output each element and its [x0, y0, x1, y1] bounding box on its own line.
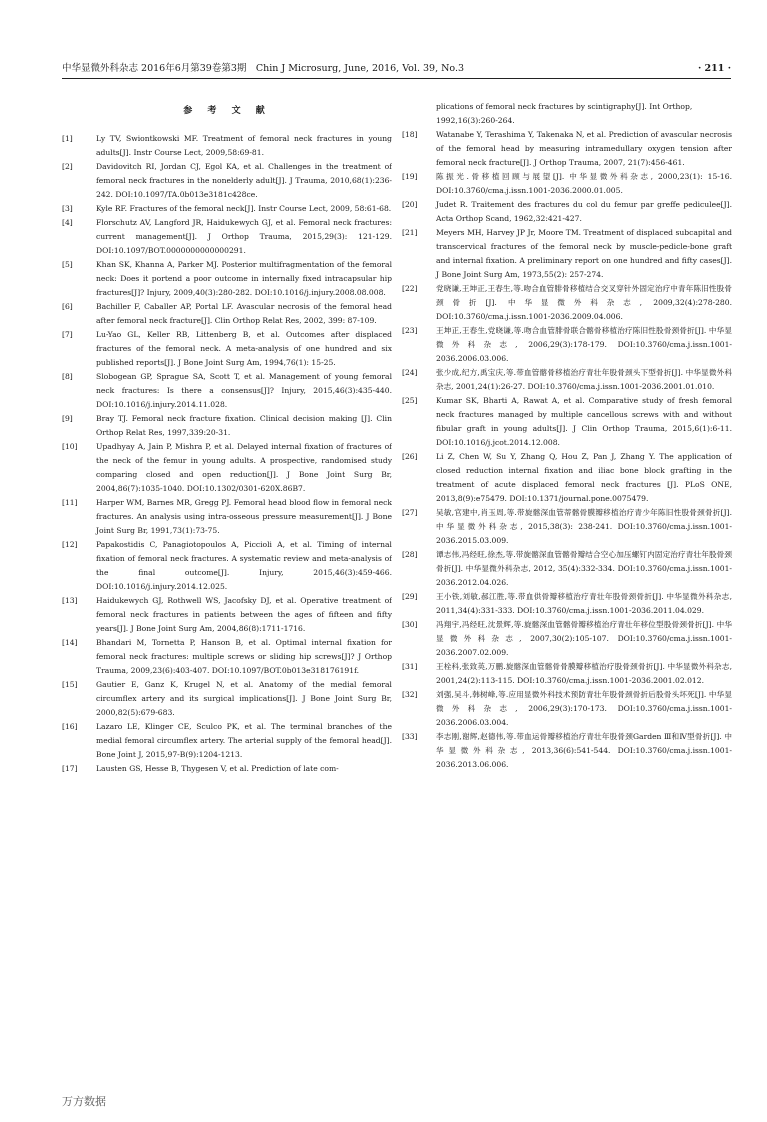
- reference-text: 王小铁,刘敏,郝江胜,等.带血供骨瓣移植治疗青壮年股骨颈骨折[J]. 中华显微外科杂志, 2011,34(4):331-333. DOI:10.3760/cma.j.issn.1001-2036.2011.04.029.: [436, 592, 732, 615]
- wanfang-watermark: 万方数据: [62, 1095, 106, 1108]
- reference-number: [23]: [402, 326, 418, 335]
- reference-item: [62, 412, 392, 440]
- reference-continuation: plications of femoral neck fractures by scintigraphy[J]. Int Orthop, 1992,16(3):260-264.: [436, 102, 693, 125]
- reference-number: [28]: [402, 550, 418, 559]
- reference-number: [24]: [402, 368, 418, 377]
- reference-item: [402, 506, 732, 548]
- reference-text: Slobogean GP, Sprague SA, Scott T, et al. Management of young femoral neck fractures: Is there a consensus[J]? Injury, 2015,46(3):435-440. DOI:10.1016/j.injury.2014.11.028.: [96, 372, 392, 409]
- reference-item: [62, 132, 392, 160]
- reference-list-right: [402, 128, 732, 772]
- reference-text: Kumar SK, Bharti A, Rawat A, et al. Comparative study of fresh femoral neck fractures managed by multiple cancellous screws with and without fibular graft in young adults[J]. J Clin Orthop Trauma, 2015,6(1):6-11. DOI:10.1016/j.jcot.2014.12.008.: [436, 396, 732, 447]
- reference-number: [6]: [62, 302, 73, 311]
- reference-number: [10]: [62, 442, 78, 451]
- reference-number: [21]: [402, 228, 418, 237]
- header-divider: [62, 78, 731, 79]
- references-left-column: [62, 100, 392, 1080]
- reference-item: [62, 258, 392, 300]
- reference-item: [62, 440, 392, 496]
- reference-item: [402, 226, 732, 282]
- reference-item: [62, 636, 392, 678]
- reference-number: [18]: [402, 130, 418, 139]
- reference-item: [62, 202, 392, 216]
- reference-item: [402, 548, 732, 590]
- reference-text: Bachiller F, Caballer AP, Portal LF. Avascular necrosis of the femoral head after femoral neck fracture[J]. Clin Orthop Relat Res, 2002, 399: 87-109.: [96, 302, 392, 325]
- reference-number: [29]: [402, 592, 418, 601]
- reference-item: [402, 450, 732, 506]
- reference-text: Bray TJ. Femoral neck fracture fixation. Clinical decision making [J]. Clin Orthop Relat Res, 1997,339:20-31.: [96, 414, 392, 437]
- reference-text: Florschutz AV, Langford JR, Haidukewych GJ, et al. Femoral neck fractures: current management[J]. J Orthop Trauma, 2015,29(3): 121-129. DOI:10.1097/BOT.0000000000000291.: [96, 218, 392, 255]
- reference-number: [30]: [402, 620, 418, 629]
- reference-text: 陈振光.骨移植回顾与展望[J]. 中华显微外科杂志, 2000,23(1): 15-16. DOI:10.3760/cma.j.issn.1001-2036.2000.01.005.: [436, 172, 732, 195]
- reference-text: 王栓科,张致英,万鹏.旋髂深血管髂骨骨膜瓣移植治疗股骨颈骨折[J]. 中华显微外科杂志, 2001,24(2):113-115. DOI:10.3760/cma.j.issn.1001-2036.2001.02.012.: [436, 662, 732, 685]
- reference-item: [402, 324, 732, 366]
- reference-number: [11]: [62, 498, 78, 507]
- reference-number: [31]: [402, 662, 418, 671]
- reference-text: Lu-Yao GL, Keller RB, Littenberg B, et al. Outcomes after displaced fractures of the femoral neck. A meta-analysis of one hundred and six published reports[J]. J Bone Joint Surg Am, 1994,76(1): 15-25.: [96, 330, 392, 367]
- reference-item: [402, 590, 732, 618]
- reference-item: [62, 538, 392, 594]
- page-number: · 211 ·: [697, 63, 731, 74]
- reference-text: Gautier E, Ganz K, Krugel N, et al. Anatomy of the medial femoral circumflex artery and its surgical implications[J]. J Bone Joint Surg Br, 2000,82(5):679-683.: [96, 680, 392, 717]
- reference-text: Ly TV, Swiontkowski MF. Treatment of femoral neck fractures in young adults[J]. Instr Course Lect, 2009,58:69-81.: [96, 134, 392, 157]
- reference-item: [402, 730, 732, 772]
- references-right-column: [402, 100, 732, 1080]
- reference-item: [62, 370, 392, 412]
- reference-text: Bhandari M, Tornetta P, Hanson B, et al. Optimal internal fixation for femoral neck fractures: multiple screws or sliding hip screws[J]? J Orthop Trauma, 2009,23(6):403-407. DOI:10.1097/BOT.0b013e318176191f.: [96, 638, 392, 675]
- reference-text: Davidovitch RI, Jordan CJ, Egol KA, et al. Challenges in the treatment of femoral neck fractures in the nonelderly adult[J]. J Trauma, 2010,68(1):236-242. DOI:10.1097/TA.0b013e3181c428ce.: [96, 162, 392, 199]
- reference-number: [8]: [62, 372, 73, 381]
- reference-text: Meyers MH, Harvey JP Jr, Moore TM. Treatment of displaced subcapital and transcervical fractures of the femoral neck by muscle-pedicle-bone graft and internal fixation. A preliminary report on one hundred and fifty cases[J]. J Bone Joint Surg Am, 1973,55(2): 257-274.: [436, 228, 732, 279]
- reference-text: 李志刚,谢辉,赵德伟,等.带血运骨瓣移植治疗青壮年股骨颈Garden Ⅲ和Ⅳ型骨折[J]. 中华显微外科杂志, 2013,36(6):541-544. DOI:10.3760/cma.j.issn.1001-2036.2013.06.006.: [436, 732, 732, 769]
- reference-text: Papakostidis C, Panagiotopoulos A, Piccioli A, et al. Timing of internal fixation of femoral neck fractures. A systematic review and meta-analysis of the final outcome[J]. Injury, 2015,46(3):459-466. DOI:10.1016/j.injury.2014.12.025.: [96, 540, 392, 591]
- reference-item: [62, 678, 392, 720]
- reference-text: Li Z, Chen W, Su Y, Zhang Q, Hou Z, Pan J, Zhang Y. The application of closed reduction internal fixation and iliac bone block grafting in the treatment of acute displaced femoral neck fractures [J]. PLoS ONE, 2013,8(9):e75479. DOI:10.1371/journal.pone.0075479.: [436, 452, 732, 503]
- reference-text: Watanabe Y, Terashima Y, Takenaka N, et al. Prediction of avascular necrosis of the femoral head by measuring intramedullary oxygen tension after femoral neck fracture[J]. J Orthop Trauma, 2007, 21(7):456-461.: [436, 130, 732, 167]
- reference-number: [5]: [62, 260, 73, 269]
- references-heading: 参 考 文 献: [183, 106, 271, 116]
- reference-list-left: [62, 132, 392, 776]
- reference-item: [402, 170, 732, 198]
- reference-item: [62, 160, 392, 202]
- reference-number: [15]: [62, 680, 78, 689]
- reference-number: [22]: [402, 284, 418, 293]
- reference-item: [62, 300, 392, 328]
- reference-text: Lausten GS, Hesse B, Thygesen V, et al. Prediction of late com-: [96, 764, 339, 773]
- reference-number: [25]: [402, 396, 418, 405]
- reference-item: [402, 618, 732, 660]
- reference-text: 党晓谦,王坤正,王春生,等.吻合血管腓骨移植结合交叉穿针外固定治疗中青年陈旧性股骨颈骨折[J]. 中华显微外科杂志, 2009,32(4):278-280. DOI:10.3760/cma.j.issn.1001-2036.2009.04.006.: [436, 284, 732, 321]
- reference-item: [402, 660, 732, 688]
- reference-number: [7]: [62, 330, 73, 339]
- reference-text: Upadhyay A, Jain P, Mishra P, et al. Delayed internal fixation of fractures of the neck of the femur in young adults. A prospective, randomised study comparing closed and open reduction[J]. J Bone Joint Surg Br, 2004,86(7):1035-1040. DOI:10.1302/0301-620X.86B7.: [96, 442, 392, 493]
- reference-item: [62, 328, 392, 370]
- reference-text: 张少成,纪方,禹宝庆,等.带血管髂骨移植治疗青壮年股骨颈头下型骨折[J]. 中华显微外科杂志, 2001,24(1):26-27. DOI:10.3760/cma.j.issn.1001-2036.2001.01.010.: [436, 368, 732, 391]
- reference-number: [13]: [62, 596, 78, 605]
- reference-item: [62, 594, 392, 636]
- reference-number: [27]: [402, 508, 418, 517]
- reference-text: 刘强,吴斗,韩树峰,等.应用显微外科技术预防青壮年股骨颈骨折后股骨头坏死[J]. 中华显微外科杂志, 2006,29(3):170-173. DOI:10.3760/cma.j.issn.1001-2036.2006.03.004.: [436, 690, 732, 727]
- reference-item: [402, 366, 732, 394]
- reference-number: [3]: [62, 204, 73, 213]
- reference-item: [402, 128, 732, 170]
- running-header: [62, 62, 731, 76]
- reference-text: Khan SK, Khanna A, Parker MJ. Posterior multifragmentation of the femoral neck: Does it portend a poor outcome in internally fixed intracapsular hip fractures[J]? Injury, 2009,40(3):280-282. DOI:10.1016/j.injury.2008.08.008.: [96, 260, 392, 297]
- reference-number: [12]: [62, 540, 78, 549]
- reference-text: Kyle RF. Fractures of the femoral neck[J]. Instr Course Lect, 2009, 58:61-68.: [96, 204, 392, 213]
- reference-number: [1]: [62, 134, 73, 143]
- reference-number: [17]: [62, 764, 78, 773]
- reference-text: Lazaro LE, Klinger CE, Sculco PK, et al. The terminal branches of the medial femoral circumflex artery. The arterial supply of the femoral head[J]. Bone Joint J, 2015,97-B(9):1204-1213.: [96, 722, 392, 759]
- reference-number: [20]: [402, 200, 418, 209]
- reference-item: [62, 720, 392, 762]
- reference-text: Haidukewych GJ, Rothwell WS, Jacofsky DJ, et al. Operative treatment of femoral neck fractures in patients between the ages of fifteen and fifty years[J]. J Bone Joint Surg Am, 2004,86(8):1711-1716.: [96, 596, 392, 633]
- reference-item: [402, 394, 732, 450]
- reference-item: [402, 688, 732, 730]
- reference-number: [14]: [62, 638, 78, 647]
- reference-number: [4]: [62, 218, 73, 227]
- reference-text: 冯翔宇,冯经旺,沈景辉,等.旋髂深血管髂骨瓣移植治疗青壮年移位型股骨颈骨折[J]. 中华显微外科杂志, 2007,30(2):105-107. DOI:10.3760/cma.j.issn.1001-2036.2007.02.009.: [436, 620, 732, 657]
- reference-text: 吴敏,官建中,肖玉周,等.带旋髂深血管蒂髂骨膜瓣移植治疗青少年陈旧性股骨颈骨折[J]. 中华显微外科杂志, 2015,38(3): 238-241. DOI:10.3760/cma.j.issn.1001-2036.2015.03.009.: [436, 508, 732, 545]
- reference-text: 王坤正,王春生,党晓谦,等.吻合血管腓骨联合髂骨移植治疗陈旧性股骨颈骨折[J]. 中华显微外科杂志, 2006,29(3):178-179. DOI:10.3760/cma.j.issn.1001-2036.2006.03.006.: [436, 326, 732, 363]
- reference-number: [9]: [62, 414, 73, 423]
- reference-number: [32]: [402, 690, 418, 699]
- reference-item: [62, 216, 392, 258]
- reference-text: 谭志伟,冯经旺,徐杰,等.带旋髂深血管髂骨瓣结合空心加压螺钉内固定治疗青壮年股骨颈骨折[J]. 中华显微外科杂志, 2012, 35(4):332-334. DOI:10.3760/cma.j.issn.1001-2036.2012.04.026.: [436, 550, 732, 587]
- reference-number: [2]: [62, 162, 73, 171]
- reference-item: [62, 496, 392, 538]
- reference-text: Harper WM, Barnes MR, Gregg PJ. Femoral head blood flow in femoral neck fractures. An analysis using intra-osseous pressure measurement[J]. J Bone Joint Surg Br, 1991,73(1):73-75.: [96, 498, 392, 535]
- reference-item: [402, 282, 732, 324]
- journal-citation-line: 中华显微外科杂志 2016年6月第39卷第3期 Chin J Microsurg, June, 2016, Vol. 39, No.3: [62, 63, 465, 74]
- reference-item: [402, 198, 732, 226]
- reference-text: Judet R. Traitement des fractures du col du femur par greffe pediculee[J]. Acta Orthop Scand, 1962,32:421-427.: [436, 200, 732, 223]
- reference-number: [33]: [402, 732, 418, 741]
- reference-number: [16]: [62, 722, 78, 731]
- reference-number: [19]: [402, 172, 418, 181]
- reference-item: [62, 762, 392, 776]
- reference-number: [26]: [402, 452, 418, 461]
